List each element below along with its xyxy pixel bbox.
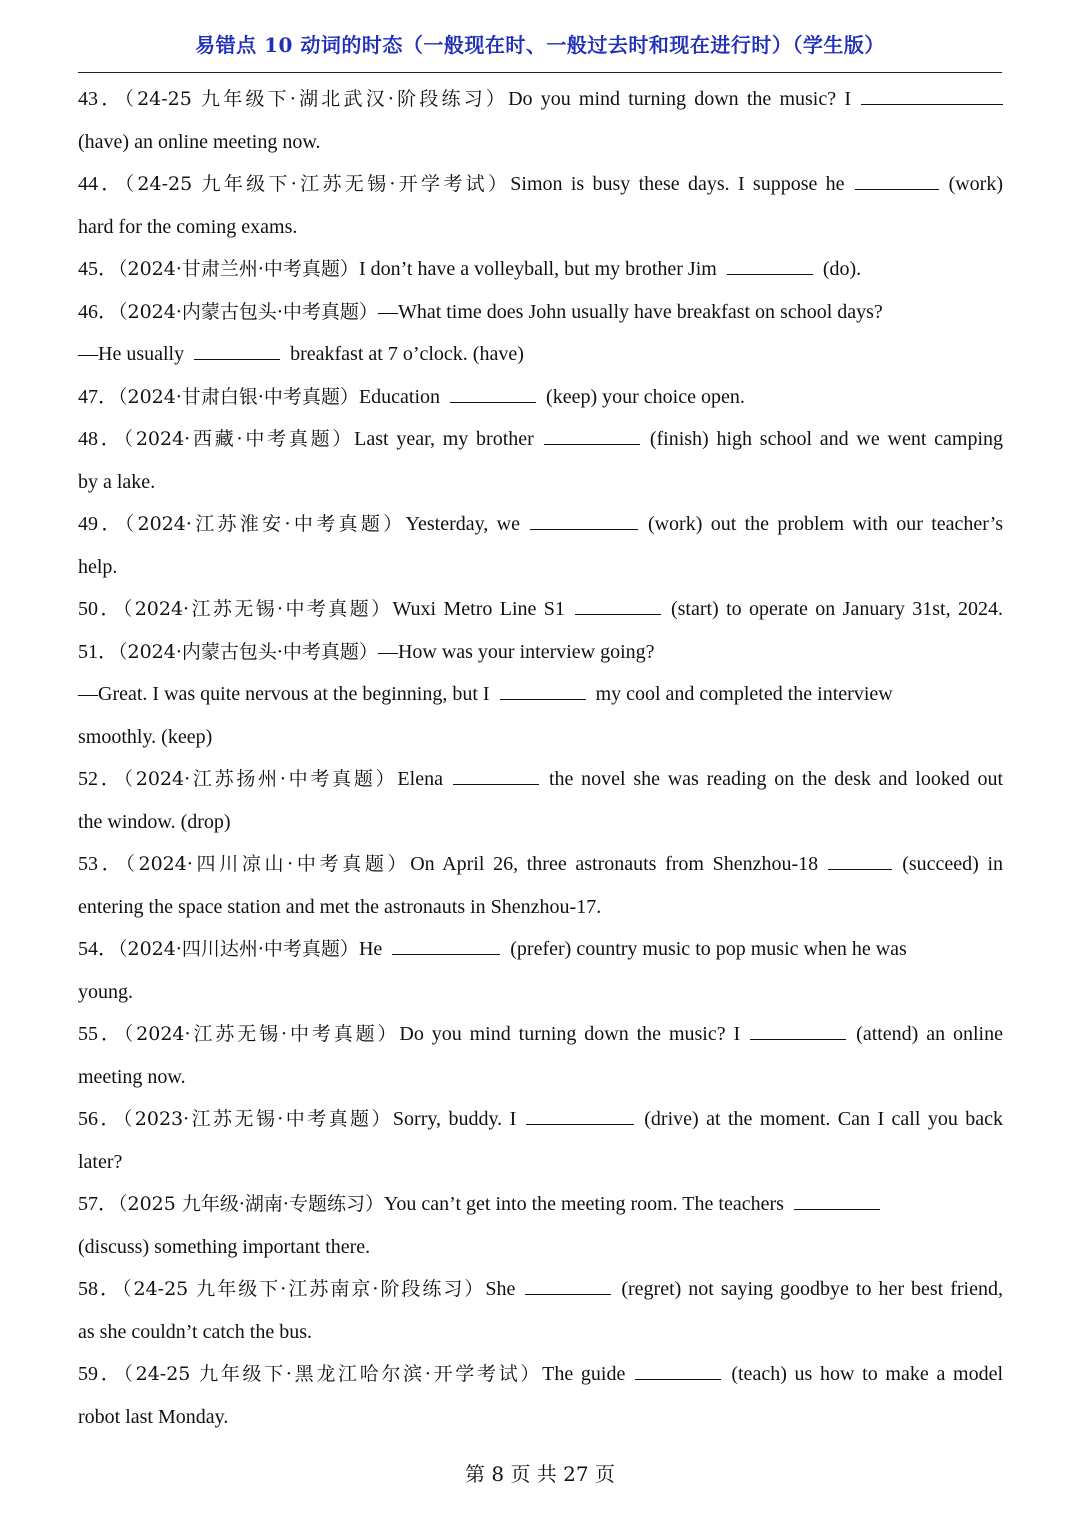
answer-blank[interactable]	[635, 1359, 721, 1380]
question-57: 57．（2025 九年级·湖南·专题练习）You can’t get into the meeting room. The teachers	[78, 1183, 1003, 1226]
answer-blank[interactable]	[727, 254, 813, 275]
question-48: 48．（2024·西藏·中考真题）Last year, my brother (finish) high school and we went camping	[78, 418, 1003, 461]
question-43: 43．（24-25 九年级下·湖北武汉·阶段练习）Do you mind turning down the music? I	[78, 78, 1003, 121]
answer-blank[interactable]	[544, 424, 640, 445]
answer-blank[interactable]	[575, 594, 661, 615]
answer-blank[interactable]	[194, 339, 280, 360]
answer-blank[interactable]	[450, 382, 536, 403]
question-58: 58．（24-25 九年级下·江苏南京·阶段练习）She (regret) not saying goodbye to her best friend,	[78, 1268, 1003, 1311]
question-56: 56．（2023·江苏无锡·中考真题）Sorry, buddy. I (drive) at the moment. Can I call you back	[78, 1098, 1003, 1141]
question-49: 49．（2024·江苏淮安·中考真题）Yesterday, we (work) out the problem with our teacher’s	[78, 503, 1003, 546]
question-44: 44．（24-25 九年级下·江苏无锡·开学考试）Simon is busy these days. I suppose he (work)	[78, 163, 1003, 206]
answer-blank[interactable]	[828, 849, 892, 870]
question-59: 59．（24-25 九年级下·黑龙江哈尔滨·开学考试）The guide (teach) us how to make a model	[78, 1353, 1003, 1396]
question-54: 54．（2024·四川达州·中考真题）He (prefer) country music to pop music when he was	[78, 928, 1003, 971]
answer-blank[interactable]	[750, 1019, 846, 1040]
answer-blank[interactable]	[794, 1189, 880, 1210]
answer-blank[interactable]	[525, 1274, 611, 1295]
answer-blank[interactable]	[861, 84, 1003, 105]
question-55: 55．（2024·江苏无锡·中考真题）Do you mind turning down the music? I (attend) an online	[78, 1013, 1003, 1056]
question-45: 45．（2024·甘肃兰州·中考真题）I don’t have a volleyball, but my brother Jim (do).	[78, 248, 1003, 291]
answer-blank[interactable]	[453, 764, 539, 785]
page-header	[78, 30, 1002, 73]
question-list: 43．（24-25 九年级下·湖北武汉·阶段练习）Do you mind turning down the music? I (have) an online meeting now. 44．（24-25 九年级下·江苏无锡·开学考试）Simon is busy these days. I suppose he (work) hard for the coming exams. 45．（2024·甘肃兰州·中考真题）I don’t have a volleyball, but my brother Jim (do). 46．（2024·内蒙古包头·中考真题）—What time does John usually have breakfast on school days? —He usually breakfast at 7 o’clock. (have) 47．（2024·甘肃白银·中考真题）Education (keep) your choice open. 48．（2024·西藏·中考真题）Last year, my brother (finish) high school and we went camping by a lake. 49．（2024·江苏淮安·中考真题）Yesterday, we (work) out the problem with our teacher’s help. 50．（2024·江苏无锡·中考真题）Wuxi Metro Line S1 (start) to operate on January 31st, 2024. 51．（2024·内蒙古包头·中考真题）—How was your interview going? —Great. I was quite nervous at the beginning, but I my cool and completed the interview smoothly. (keep) 52．（2024·江苏扬州·中考真题）Elena the novel she was reading on the desk and looked out the window. (drop) 53．（2024·四川凉山·中考真题）On April 26, three astronauts from Shenzhou-18 (succeed) in entering the space station and met the astronauts in Shenzhou-17. 54．（2024·四川达州·中考真题）He (prefer) country music to pop music when he was young. 55．（2024·江苏无锡·中考真题）Do you mind turning down the music? I (attend) an online meeting now. 56．（2023·江苏无锡·中考真题）Sorry, buddy. I (drive) at the moment. Can I call you back later? 57．（2025 九年级·湖南·专题练习）You can’t get into the meeting room. The teachers (discuss) something important there. 58．（24-25 九年级下·江苏南京·阶段练习）She (regret) not saying goodbye to her best friend, as she couldn’t catch the bus. 59．（24-25 九年级下·黑龙江哈尔滨·开学考试）The guide (teach) us how to make a model robot last Monday.	[78, 78, 1003, 1438]
header-title: 易错点 10 动词的时态（一般现在时、一般过去时和现在进行时）（学生版）	[195, 33, 885, 57]
answer-blank[interactable]	[530, 509, 638, 530]
page-number: 第 8 页 共 27 页	[465, 1462, 615, 1486]
page-footer	[0, 1458, 1080, 1487]
answer-blank[interactable]	[855, 169, 939, 190]
question-52: 52．（2024·江苏扬州·中考真题）Elena the novel she was reading on the desk and looked out	[78, 758, 1003, 801]
question-51: 51．（2024·内蒙古包头·中考真题）—How was your interview going?	[78, 640, 655, 663]
answer-blank[interactable]	[500, 679, 586, 700]
question-50: 50．（2024·江苏无锡·中考真题）Wuxi Metro Line S1 (start) to operate on January 31st, 2024.	[78, 588, 1003, 631]
question-53: 53．（2024·四川凉山·中考真题）On April 26, three astronauts from Shenzhou-18 (succeed) in	[78, 843, 1003, 886]
answer-blank[interactable]	[526, 1104, 634, 1125]
question-47: 47．（2024·甘肃白银·中考真题）Education (keep) your choice open.	[78, 376, 1003, 419]
answer-blank[interactable]	[392, 934, 500, 955]
question-46: 46．（2024·内蒙古包头·中考真题）—What time does John usually have breakfast on school days?	[78, 300, 883, 323]
